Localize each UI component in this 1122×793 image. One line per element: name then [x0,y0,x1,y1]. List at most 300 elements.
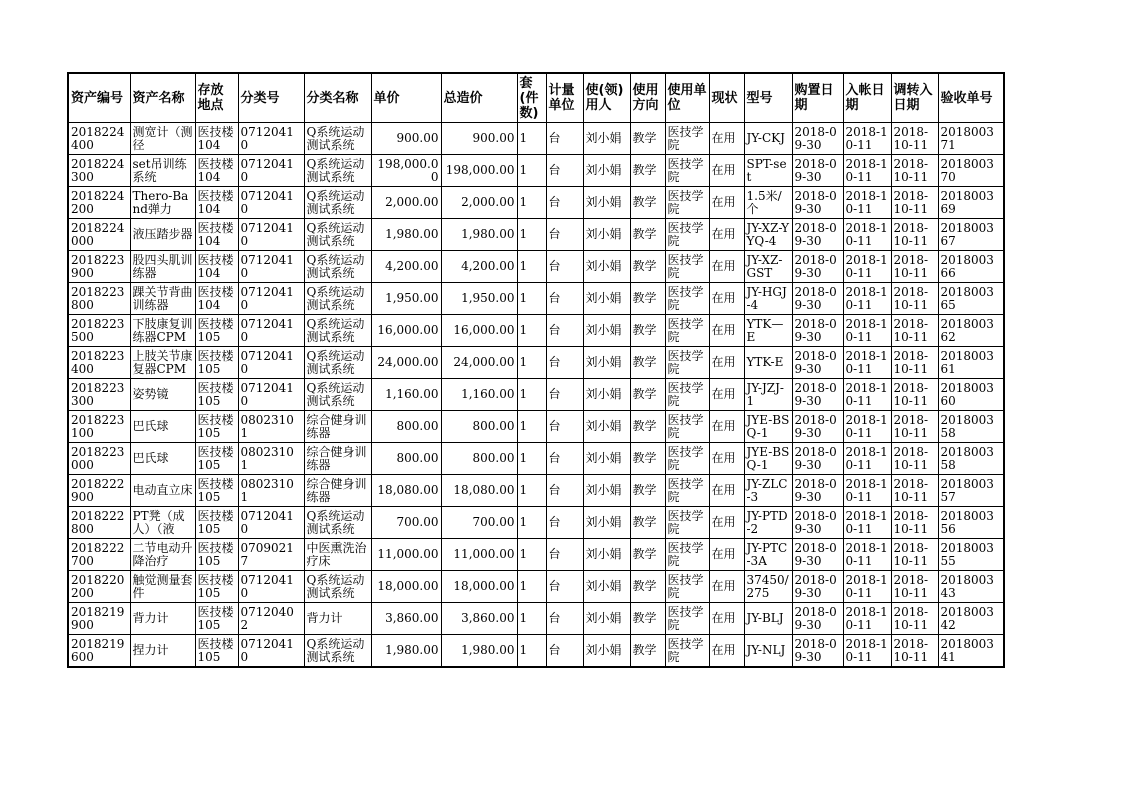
cell-department: 医技学院 [665,443,709,475]
cell-unit-price: 2,000.00 [371,187,441,219]
cell-purchase-date: 2018-09-30 [792,251,843,283]
table-row [68,635,1004,668]
cell-asset-name: Thero-Band弹力 [130,187,195,219]
cell-entry-date: 2018-10-11 [843,411,891,443]
cell-user: 刘小娟 [583,155,630,187]
table-row [68,347,1004,379]
cell-model: JY-BLJ [744,603,792,635]
cell-asset-name: set吊训练系统 [130,155,195,187]
table-row [68,155,1004,187]
cell-transfer-date: 2018-10-11 [891,475,938,507]
asset-table [67,72,1005,668]
cell-quantity: 1 [517,251,546,283]
cell-unit-price: 1,950.00 [371,283,441,315]
cell-unit: 台 [546,315,583,347]
cell-unit-price: 11,000.00 [371,539,441,571]
cell-location: 医技楼105 [195,379,238,411]
cell-usage: 教学 [630,315,665,347]
cell-receipt-no: 201800370 [938,155,1004,187]
cell-unit-price: 18,080.00 [371,475,441,507]
cell-receipt-no: 201800367 [938,219,1004,251]
table-row [68,411,1004,443]
cell-transfer-date: 2018-10-11 [891,443,938,475]
cell-location: 医技楼105 [195,539,238,571]
column-header-category-name: 分类名称 [304,73,371,123]
cell-status: 在用 [709,475,744,507]
cell-quantity: 1 [517,475,546,507]
cell-entry-date: 2018-10-11 [843,251,891,283]
cell-asset-id: 2018224300 [68,155,130,187]
cell-category-name: 综合健身训练器 [304,411,371,443]
table-row [68,283,1004,315]
table-row [68,251,1004,283]
cell-status: 在用 [709,283,744,315]
cell-usage: 教学 [630,475,665,507]
cell-total-price: 1,160.00 [441,379,517,411]
table-row [68,315,1004,347]
cell-total-price: 700.00 [441,507,517,539]
cell-usage: 教学 [630,379,665,411]
cell-quantity: 1 [517,123,546,155]
cell-purchase-date: 2018-09-30 [792,571,843,603]
table-row [68,187,1004,219]
column-header-department: 使用单位 [665,73,709,123]
cell-quantity: 1 [517,443,546,475]
cell-receipt-no: 201800356 [938,507,1004,539]
column-header-asset-id: 资产编号 [68,73,130,123]
column-header-unit-price: 单价 [371,73,441,123]
cell-user: 刘小娟 [583,379,630,411]
cell-asset-name: 巴氏球 [130,443,195,475]
cell-asset-id: 2018223100 [68,411,130,443]
cell-category-name: Q系统运动测试系统 [304,571,371,603]
table-row [68,507,1004,539]
cell-asset-name: 电动直立床 [130,475,195,507]
cell-asset-id: 2018219600 [68,635,130,668]
cell-purchase-date: 2018-09-30 [792,475,843,507]
cell-purchase-date: 2018-09-30 [792,603,843,635]
cell-user: 刘小娟 [583,603,630,635]
cell-receipt-no: 201800361 [938,347,1004,379]
cell-entry-date: 2018-10-11 [843,379,891,411]
cell-user: 刘小娟 [583,571,630,603]
cell-user: 刘小娟 [583,411,630,443]
cell-usage: 教学 [630,283,665,315]
cell-category-code: 07090217 [238,539,304,571]
cell-department: 医技学院 [665,347,709,379]
cell-asset-name: 姿势镜 [130,379,195,411]
cell-model: JY-ZLC-3 [744,475,792,507]
cell-usage: 教学 [630,155,665,187]
cell-model: JYE-BSQ-1 [744,411,792,443]
cell-entry-date: 2018-10-11 [843,123,891,155]
cell-location: 医技楼105 [195,443,238,475]
cell-user: 刘小娟 [583,475,630,507]
table-row [68,123,1004,155]
cell-asset-name: PT凳（成人）（液 [130,507,195,539]
cell-category-name: 背力计 [304,603,371,635]
cell-entry-date: 2018-10-11 [843,443,891,475]
cell-location: 医技楼104 [195,187,238,219]
cell-entry-date: 2018-10-11 [843,155,891,187]
cell-receipt-no: 201800355 [938,539,1004,571]
column-header-location: 存放地点 [195,73,238,123]
cell-transfer-date: 2018-10-11 [891,315,938,347]
cell-purchase-date: 2018-09-30 [792,635,843,668]
cell-entry-date: 2018-10-11 [843,187,891,219]
cell-purchase-date: 2018-09-30 [792,539,843,571]
cell-asset-id: 2018223400 [68,347,130,379]
cell-model: JY-CKJ [744,123,792,155]
cell-unit-price: 700.00 [371,507,441,539]
cell-quantity: 1 [517,507,546,539]
cell-transfer-date: 2018-10-11 [891,539,938,571]
cell-transfer-date: 2018-10-11 [891,379,938,411]
cell-transfer-date: 2018-10-11 [891,603,938,635]
cell-user: 刘小娟 [583,251,630,283]
cell-purchase-date: 2018-09-30 [792,507,843,539]
cell-asset-id: 2018223900 [68,251,130,283]
table-header [68,73,1004,123]
column-header-asset-name: 资产名称 [130,73,195,123]
cell-asset-name: 巴氏球 [130,411,195,443]
cell-usage: 教学 [630,443,665,475]
cell-total-price: 198,000.00 [441,155,517,187]
cell-unit: 台 [546,219,583,251]
cell-department: 医技学院 [665,219,709,251]
cell-user: 刘小娟 [583,507,630,539]
cell-total-price: 2,000.00 [441,187,517,219]
cell-transfer-date: 2018-10-11 [891,347,938,379]
cell-location: 医技楼104 [195,251,238,283]
cell-asset-name: 股四头肌训练器 [130,251,195,283]
cell-unit-price: 198,000.00 [371,155,441,187]
cell-unit: 台 [546,155,583,187]
cell-user: 刘小娟 [583,283,630,315]
cell-quantity: 1 [517,283,546,315]
cell-entry-date: 2018-10-11 [843,539,891,571]
cell-status: 在用 [709,571,744,603]
cell-transfer-date: 2018-10-11 [891,571,938,603]
cell-user: 刘小娟 [583,187,630,219]
cell-entry-date: 2018-10-11 [843,507,891,539]
cell-asset-name: 下肢康复训练器CPM [130,315,195,347]
cell-quantity: 1 [517,187,546,219]
cell-location: 医技楼105 [195,411,238,443]
column-header-model: 型号 [744,73,792,123]
cell-receipt-no: 201800362 [938,315,1004,347]
cell-unit: 台 [546,571,583,603]
cell-category-name: 综合健身训练器 [304,443,371,475]
cell-location: 医技楼104 [195,283,238,315]
cell-purchase-date: 2018-09-30 [792,123,843,155]
cell-model: YTK—E [744,315,792,347]
cell-user: 刘小娟 [583,539,630,571]
cell-category-name: Q系统运动测试系统 [304,187,371,219]
cell-unit: 台 [546,411,583,443]
cell-quantity: 1 [517,315,546,347]
cell-entry-date: 2018-10-11 [843,315,891,347]
cell-location: 医技楼105 [195,475,238,507]
cell-receipt-no: 201800342 [938,603,1004,635]
cell-model: 37450/275 [744,571,792,603]
cell-user: 刘小娟 [583,123,630,155]
cell-location: 医技楼104 [195,155,238,187]
cell-receipt-no: 201800357 [938,475,1004,507]
column-header-category-code: 分类号 [238,73,304,123]
cell-transfer-date: 2018-10-11 [891,155,938,187]
cell-category-name: Q系统运动测试系统 [304,219,371,251]
cell-quantity: 1 [517,155,546,187]
column-header-unit: 计量单位 [546,73,583,123]
column-header-user: 使(领)用人 [583,73,630,123]
cell-asset-id: 2018222800 [68,507,130,539]
cell-unit: 台 [546,507,583,539]
cell-purchase-date: 2018-09-30 [792,411,843,443]
cell-entry-date: 2018-10-11 [843,475,891,507]
cell-usage: 教学 [630,539,665,571]
cell-quantity: 1 [517,379,546,411]
cell-asset-id: 2018223500 [68,315,130,347]
cell-department: 医技学院 [665,283,709,315]
cell-usage: 教学 [630,347,665,379]
cell-quantity: 1 [517,539,546,571]
cell-status: 在用 [709,379,744,411]
cell-department: 医技学院 [665,187,709,219]
cell-usage: 教学 [630,123,665,155]
cell-category-code: 07120410 [238,187,304,219]
cell-status: 在用 [709,411,744,443]
cell-model: JYE-BSQ-1 [744,443,792,475]
cell-quantity: 1 [517,411,546,443]
cell-unit: 台 [546,603,583,635]
cell-unit-price: 18,000.00 [371,571,441,603]
cell-department: 医技学院 [665,539,709,571]
cell-unit: 台 [546,251,583,283]
cell-usage: 教学 [630,187,665,219]
cell-category-code: 07120410 [238,507,304,539]
cell-usage: 教学 [630,635,665,668]
cell-status: 在用 [709,507,744,539]
cell-transfer-date: 2018-10-11 [891,635,938,668]
cell-department: 医技学院 [665,635,709,668]
cell-category-code: 08023101 [238,475,304,507]
cell-asset-name: 二节电动升降治疗 [130,539,195,571]
cell-asset-id: 2018223000 [68,443,130,475]
cell-location: 医技楼105 [195,635,238,668]
cell-asset-name: 测宽计（测径 [130,123,195,155]
cell-category-name: Q系统运动测试系统 [304,635,371,668]
cell-unit-price: 1,980.00 [371,635,441,668]
cell-entry-date: 2018-10-11 [843,283,891,315]
cell-asset-name: 踝关节背曲训练器 [130,283,195,315]
cell-total-price: 800.00 [441,443,517,475]
column-header-total-price: 总造价 [441,73,517,123]
cell-unit: 台 [546,379,583,411]
table-row [68,539,1004,571]
cell-quantity: 1 [517,603,546,635]
cell-department: 医技学院 [665,475,709,507]
cell-purchase-date: 2018-09-30 [792,347,843,379]
cell-unit-price: 16,000.00 [371,315,441,347]
cell-receipt-no: 201800358 [938,443,1004,475]
cell-quantity: 1 [517,219,546,251]
cell-total-price: 1,980.00 [441,219,517,251]
cell-model: 1.5米/个 [744,187,792,219]
cell-unit-price: 800.00 [371,443,441,475]
cell-transfer-date: 2018-10-11 [891,251,938,283]
cell-department: 医技学院 [665,507,709,539]
cell-receipt-no: 201800358 [938,411,1004,443]
cell-asset-id: 2018222900 [68,475,130,507]
cell-entry-date: 2018-10-11 [843,571,891,603]
cell-department: 医技学院 [665,315,709,347]
cell-entry-date: 2018-10-11 [843,347,891,379]
cell-receipt-no: 201800366 [938,251,1004,283]
cell-category-code: 07120410 [238,123,304,155]
cell-category-name: 中医熏洗治疗床 [304,539,371,571]
cell-model: JY-HGJ-4 [744,283,792,315]
cell-category-code: 07120410 [238,347,304,379]
cell-category-code: 07120410 [238,315,304,347]
cell-department: 医技学院 [665,155,709,187]
cell-asset-name: 背力计 [130,603,195,635]
column-header-purchase-date: 购置日期 [792,73,843,123]
cell-transfer-date: 2018-10-11 [891,283,938,315]
table-body [68,123,1004,668]
cell-entry-date: 2018-10-11 [843,219,891,251]
column-header-receipt-no: 验收单号 [938,73,1004,123]
cell-unit: 台 [546,475,583,507]
table-row [68,443,1004,475]
cell-unit-price: 24,000.00 [371,347,441,379]
cell-entry-date: 2018-10-11 [843,603,891,635]
cell-user: 刘小娟 [583,315,630,347]
cell-category-name: Q系统运动测试系统 [304,507,371,539]
cell-status: 在用 [709,603,744,635]
cell-transfer-date: 2018-10-11 [891,411,938,443]
cell-receipt-no: 201800365 [938,283,1004,315]
cell-quantity: 1 [517,347,546,379]
cell-department: 医技学院 [665,411,709,443]
cell-usage: 教学 [630,219,665,251]
cell-unit: 台 [546,347,583,379]
cell-total-price: 18,080.00 [441,475,517,507]
column-header-transfer-date: 调转入日期 [891,73,938,123]
cell-status: 在用 [709,315,744,347]
cell-asset-id: 2018223300 [68,379,130,411]
cell-receipt-no: 201800371 [938,123,1004,155]
cell-model: SPT-set [744,155,792,187]
table-row [68,475,1004,507]
cell-model: JY-PTC-3A [744,539,792,571]
cell-asset-id: 2018219900 [68,603,130,635]
cell-asset-name: 捏力计 [130,635,195,668]
cell-total-price: 18,000.00 [441,571,517,603]
cell-model: JY-JZJ-1 [744,379,792,411]
cell-location: 医技楼105 [195,347,238,379]
cell-status: 在用 [709,443,744,475]
column-header-usage: 使用方向 [630,73,665,123]
table-row [68,379,1004,411]
cell-department: 医技学院 [665,379,709,411]
cell-asset-id: 2018224400 [68,123,130,155]
cell-asset-name: 液压踏步器 [130,219,195,251]
cell-model: YTK-E [744,347,792,379]
cell-category-code: 07120402 [238,603,304,635]
cell-purchase-date: 2018-09-30 [792,283,843,315]
cell-purchase-date: 2018-09-30 [792,379,843,411]
cell-purchase-date: 2018-09-30 [792,187,843,219]
cell-model: JY-XZ-YYQ-4 [744,219,792,251]
cell-location: 医技楼105 [195,507,238,539]
cell-model: JY-NLJ [744,635,792,668]
cell-unit-price: 800.00 [371,411,441,443]
cell-quantity: 1 [517,571,546,603]
cell-status: 在用 [709,219,744,251]
cell-location: 医技楼105 [195,571,238,603]
table-row [68,219,1004,251]
cell-status: 在用 [709,187,744,219]
cell-unit-price: 4,200.00 [371,251,441,283]
table-row [68,571,1004,603]
cell-receipt-no: 201800343 [938,571,1004,603]
column-header-entry-date: 入帐日期 [843,73,891,123]
cell-model: JY-PTD-2 [744,507,792,539]
cell-purchase-date: 2018-09-30 [792,315,843,347]
column-header-quantity: 套(件数) [517,73,546,123]
cell-asset-id: 2018223800 [68,283,130,315]
cell-department: 医技学院 [665,251,709,283]
cell-category-name: Q系统运动测试系统 [304,315,371,347]
cell-category-code: 07120410 [238,219,304,251]
cell-unit-price: 3,860.00 [371,603,441,635]
cell-unit: 台 [546,187,583,219]
cell-department: 医技学院 [665,571,709,603]
cell-total-price: 800.00 [441,411,517,443]
cell-category-code: 07120410 [238,379,304,411]
cell-category-code: 07120410 [238,251,304,283]
cell-department: 医技学院 [665,123,709,155]
cell-status: 在用 [709,123,744,155]
cell-usage: 教学 [630,411,665,443]
cell-location: 医技楼105 [195,315,238,347]
cell-status: 在用 [709,635,744,668]
cell-category-name: Q系统运动测试系统 [304,347,371,379]
cell-status: 在用 [709,539,744,571]
cell-usage: 教学 [630,571,665,603]
cell-total-price: 4,200.00 [441,251,517,283]
cell-location: 医技楼105 [195,603,238,635]
cell-unit-price: 1,160.00 [371,379,441,411]
cell-category-code: 08023101 [238,443,304,475]
cell-total-price: 3,860.00 [441,603,517,635]
cell-status: 在用 [709,155,744,187]
table-row [68,603,1004,635]
cell-unit: 台 [546,539,583,571]
cell-unit: 台 [546,635,583,668]
cell-asset-id: 2018224200 [68,187,130,219]
cell-usage: 教学 [630,603,665,635]
cell-total-price: 16,000.00 [441,315,517,347]
cell-asset-id: 2018222700 [68,539,130,571]
column-header-status: 现状 [709,73,744,123]
cell-unit-price: 1,980.00 [371,219,441,251]
cell-asset-id: 2018224000 [68,219,130,251]
cell-quantity: 1 [517,635,546,668]
cell-user: 刘小娟 [583,635,630,668]
cell-location: 医技楼104 [195,123,238,155]
